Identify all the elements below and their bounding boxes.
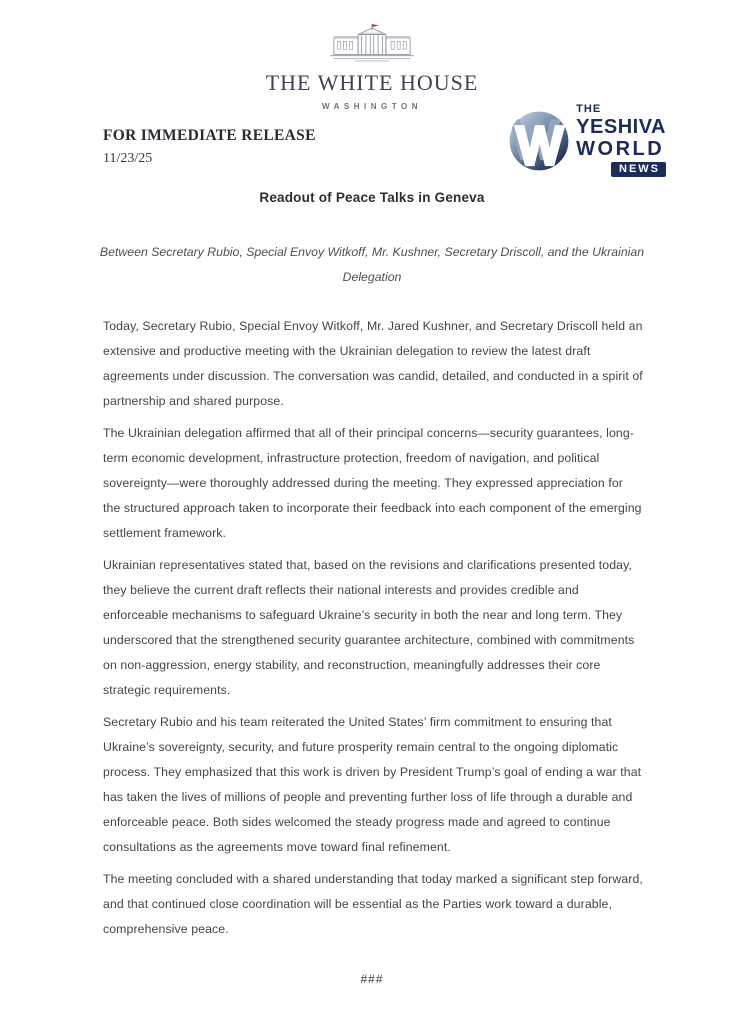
document-subtitle: Between Secretary Rubio, Special Envoy Witkoff, Mr. Kushner, Secretary Driscoll, and the Ukrainian Delegation xyxy=(99,245,645,284)
body-paragraph: Secretary Rubio and his team reiterated the United States’ firm commitment to ensuring that Ukraine’s sovereignty, security, and future prosperity remain central to the ongoing diplomatic process. They emphasized that this work is driven by President Trump’s goal of ending a war that has taken the lives of millions of people and preventing further loss of life through a durable and enforceable peace. Both sides welcomed the steady progress made and agreed to continue consultations as the agreements move toward final refinement. xyxy=(103,715,642,854)
white-house-wordmark: THE WHITE HOUSE xyxy=(265,70,479,95)
ywn-wordmark xyxy=(576,104,666,177)
ywn-globe-icon xyxy=(506,108,572,174)
document-title: Readout of Peace Talks in Geneva xyxy=(259,190,485,205)
ywn-world-label: WORLD xyxy=(576,138,665,160)
release-date: 11/23/25 xyxy=(103,151,153,166)
body-paragraph: Today, Secretary Rubio, Special Envoy Witkoff, Mr. Jared Kushner, and Secretary Driscoll held an extensive and productive meeting with the Ukrainian delegation to review the latest draft agreements under discussion. The conversation was candid, detailed, and conducted in a spirit of partnership and shared purpose. xyxy=(103,319,643,408)
white-house-building-icon xyxy=(320,20,424,68)
white-house-city-label: WASHINGTON xyxy=(322,102,422,111)
body-paragraph: The Ukrainian delegation affirmed that all of their principal concerns—security guarantees, long-term economic development, infrastructure protection, freedom of navigation, and political sovereignty—were thoroughly addressed during the meeting. They expressed appreciation for the structured approach taken to incorporate their feedback into each component of the emerging settlement framework. xyxy=(103,426,642,540)
document-body xyxy=(103,314,643,949)
ywn-news-badge: NEWS xyxy=(611,162,666,177)
ywn-yeshiva-label: YESHIVA xyxy=(576,116,666,138)
white-house-letterhead xyxy=(0,20,744,111)
ywn-the-label: THE xyxy=(576,103,602,115)
release-label: FOR IMMEDIATE RELEASE xyxy=(103,127,316,144)
end-mark: ### xyxy=(360,972,384,986)
yeshiva-world-news-logo xyxy=(506,104,666,177)
release-block xyxy=(103,127,316,167)
body-paragraph: Ukrainian representatives stated that, based on the revisions and clarifications presented today, they believe the current draft reflects their national interests and provides credible and enforceable mechanisms to safeguard Ukraine’s security in both the near and long term. They underscored that the strengthened security guarantee architecture, combined with commitments on non-aggression, energy stability, and reconstruction, meaningfully addresses their core strategic requirements. xyxy=(103,558,635,697)
body-paragraph: The meeting concluded with a shared understanding that today marked a significant step forward, and that continued close coordination will be essential as the Parties work toward a durable, comprehensive peace. xyxy=(103,872,643,936)
